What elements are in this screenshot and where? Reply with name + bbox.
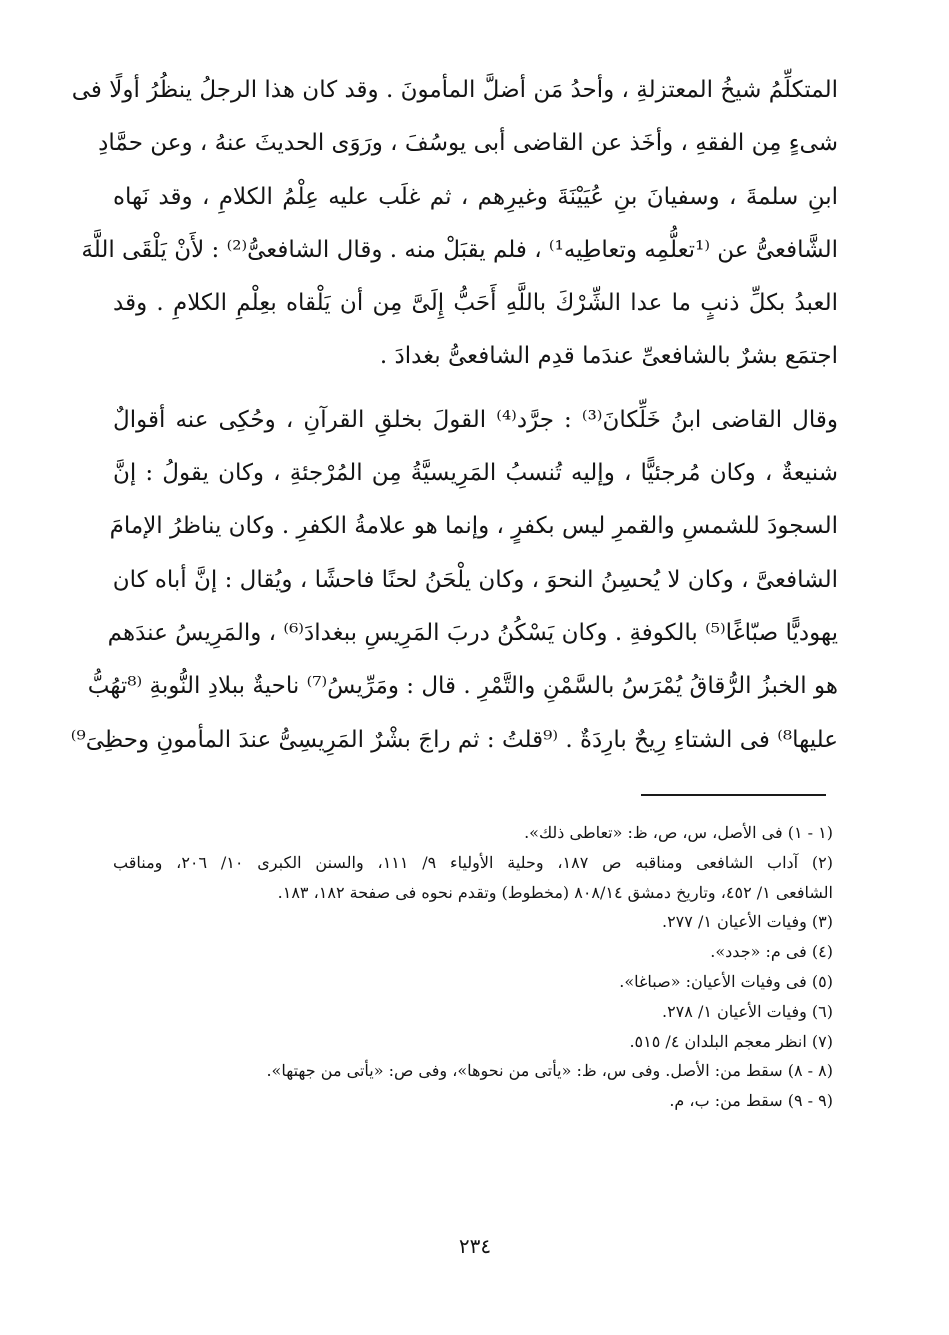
- text-line: وقال القاضى ابنُ خَلِّكانَ⁽³⁾ : جرَّد⁽⁴⁾ القولَ بخلقِ القرآنِ ، وحُكِى عنه أقوالٌ: [113, 406, 839, 433]
- footnote: (٩ - ٩) سقط من: ب، م.: [669, 1091, 833, 1111]
- text-line: السجودَ للشمسِ والقمرِ ليس بكفرٍ ، وإنما هو علامةُ الكفرِ . وكان يناظرُ الإمامَ: [109, 513, 838, 540]
- text-line: ابنِ سلمةَ ، وسفيانَ بنِ عُيَيْنَةَ وغيرِهم ، ثم غلَب عليه عِلْمُ الكلامِ ، وقد نَهاه: [113, 183, 838, 210]
- footnote-separator: [641, 794, 826, 796]
- paragraph-1: [71, 64, 838, 384]
- text-line: العبدُ بكلِّ ذنبٍ ما عدا الشِّرْكَ باللَّهِ أَحَبُّ إِلَىَّ مِن أن يَلْقاه بعِلْمِ الكلامِ . وقد: [113, 290, 838, 317]
- text-line: اجتمَع بشرٌ بالشافعىِّ عندَما قدِم الشافعىُّ بغدادَ .: [379, 343, 838, 370]
- text-line: الشَّافعىُّ عن ⁽¹تعلُّمِه وتعاطِيه¹⁾ ، فلم يقبَلْ منه . وقال الشافعىُّ⁽²⁾ : لأَنْ يَلْقَى اللَّهَ: [81, 236, 838, 263]
- footnote: الشافعى ١/ ٤٥٢، وتاريخ دمشق ٨٠٨/١٤ (مخطوط) وتقدم نحوه فى صفحة ١٨٢، ١٨٣.: [277, 882, 833, 902]
- footnote: (٢) آداب الشافعى ومناقبه ص ١٨٧، وحلية الأولياء ٩/ ١١١، والسنن الكبرى ١٠/ ٢٠٦، ومناقب: [113, 852, 834, 872]
- footnote: (٣) وفيات الأعيان ١/ ٢٧٧.: [661, 912, 833, 932]
- text-line: الشافعىَّ ، وكان لا يُحسِنُ النحوَ ، وكان يلْحَنُ لحنًا فاحشًا ، ويُقال : إنَّ أباه كان: [112, 566, 838, 593]
- footnote: (١ - ١) فى الأصل، س، ص، ظ: «تعاطى ذلك».: [524, 823, 833, 842]
- main-text: [70, 64, 839, 767]
- paragraph-2: [70, 394, 839, 767]
- footnote: (٨ - ٨) سقط من: الأصل. وفى س، ظ: «يأتى من نحوها»، وفى ص: «يأتى من جهتها».: [266, 1061, 833, 1081]
- text-line: شىءٍ مِن الفقهِ ، وأخَذ عن القاضى أبى يوسُفَ ، ورَوَى الحديثَ عنهُ ، وعن حمَّادِ: [98, 130, 838, 157]
- text-line: شنيعةٌ ، وكان مُرجئيًّا ، وإليه تُنسبُ المَرِيسيَّةُ مِن المُرْجئةِ ، وكان يقولُ : إنَّ: [113, 460, 838, 487]
- text-line: المتكلِّمُ شيخُ المعتزلةِ ، وأحدُ مَن أضلَّ المأمونَ . وقد كان هذا الرجلُ ينظُرُ أولًا فى: [71, 77, 838, 103]
- footnotes: [113, 818, 833, 1116]
- footnote: (٧) انظر معجم البلدان ٤/ ٥١٥.: [629, 1031, 833, 1051]
- footnote: (٥) فى وفيات الأعيان: «صباغا».: [619, 971, 833, 991]
- footnote: (٦) وفيات الأعيان ١/ ٢٧٨.: [661, 1001, 833, 1021]
- text-line: يهوديًّا صبّاغًا⁽⁵⁾ بالكوفةِ . وكان يَسْكُنُ دربَ المَرِيسِ ببغدادَ⁽⁶⁾ ، والمَرِيسُ عندَهم: [107, 619, 838, 646]
- footnote: (٤) فى م: «جدد».: [710, 942, 833, 962]
- text-line: عليها⁸⁾ فى الشتاءِ رِيحٌ بارِدَةٌ . ⁽⁹قلتُ : ثم راجَ بشْرٌ المَرِيسِىُّ عندَ المأمونِ وحظِىَ⁹⁾: [70, 726, 838, 753]
- page-number: ٢٣٤: [458, 1234, 492, 1258]
- text-line: هو الخبزُ الرُّقاقُ يُمْرَسُ بالسَّمْنِ والتَّمْرِ . قال : ومَرِّيسُ⁽⁷⁾ ناحيةٌ ببلادِ النُّوبةِ ⁽⁸تهُبُّ: [87, 673, 838, 700]
